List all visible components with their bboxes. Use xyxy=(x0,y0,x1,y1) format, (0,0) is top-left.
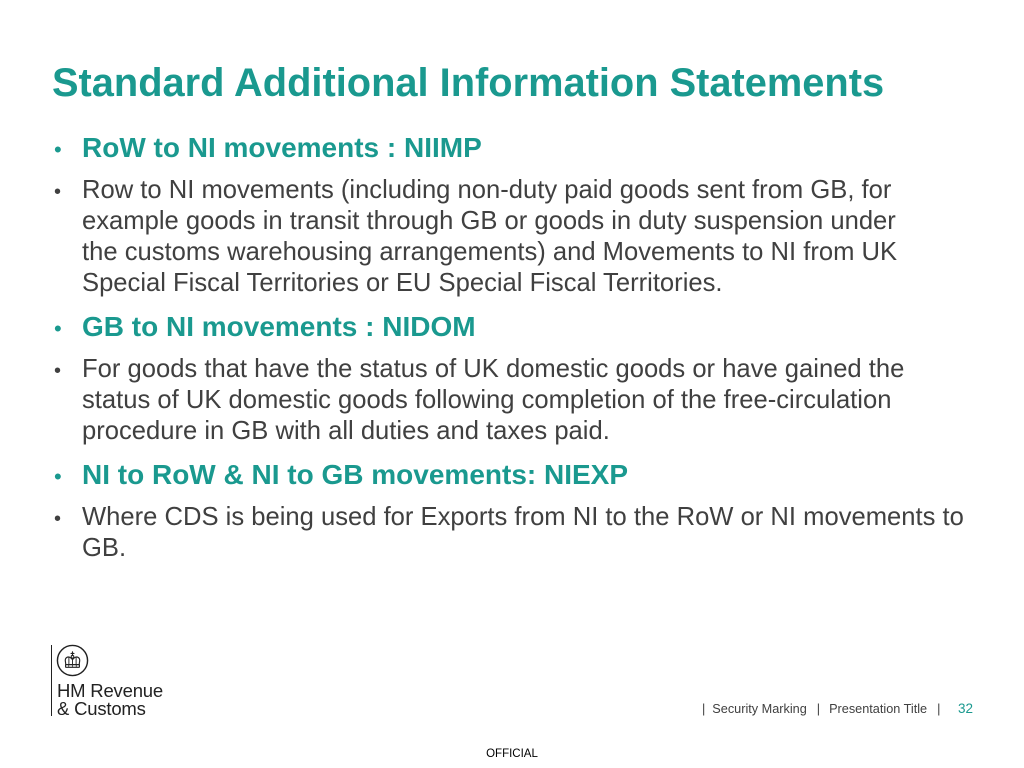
bullet-marker: • xyxy=(54,137,62,162)
bullet-marker: • xyxy=(54,508,62,530)
section-heading-text: RoW to NI movements : NIIMP xyxy=(82,132,482,163)
bullet-marker: • xyxy=(54,181,62,203)
presentation-title: Presentation Title xyxy=(829,702,928,716)
classification-label: OFFICIAL xyxy=(486,748,538,760)
description-line: For goods that have the status of UK domestic goods or have gained the xyxy=(82,355,905,383)
footer-separator: | xyxy=(816,702,821,716)
section-description-niexp xyxy=(0,502,1024,564)
section-heading-niimp xyxy=(0,132,1024,163)
bullet-marker: • xyxy=(54,316,62,341)
page-number: 32 xyxy=(958,701,974,716)
section-heading-text: NI to RoW & NI to GB movements: NIEXP xyxy=(82,459,629,490)
description-line: the customs warehousing arrangements) and Movements to NI from UK xyxy=(82,238,898,266)
description-line: procedure in GB with all duties and taxes paid. xyxy=(82,417,610,445)
logo-line-1: HM Revenue xyxy=(57,679,163,701)
bullet-list xyxy=(0,132,1024,576)
description-line: Where CDS is being used for Exports from NI to the RoW or NI movements to xyxy=(82,503,964,531)
logo-divider xyxy=(51,645,53,716)
royal-crest-icon xyxy=(56,644,89,677)
section-description-niimp xyxy=(0,175,1024,299)
section-heading-nidom xyxy=(0,311,1024,342)
section-heading-text: GB to NI movements : NIDOM xyxy=(82,311,476,342)
section-heading-niexp xyxy=(0,459,1024,490)
security-marking: Security Marking xyxy=(712,702,807,716)
bullet-marker: • xyxy=(54,360,62,382)
description-line: GB. xyxy=(82,534,127,562)
bullet-marker: • xyxy=(54,464,62,489)
footer-meta xyxy=(702,701,940,717)
logo-line-2: & Customs xyxy=(57,697,146,719)
footer-separator: | xyxy=(702,702,706,716)
footer-separator: | xyxy=(937,702,941,716)
description-line: Row to NI movements (including non-duty paid goods sent from GB, for xyxy=(82,176,892,204)
description-line: status of UK domestic goods following completion of the free-circulation xyxy=(82,386,892,414)
description-line: example goods in transit through GB or goods in duty suspension under xyxy=(82,207,896,235)
description-line: Special Fiscal Territories or EU Special Fiscal Territories. xyxy=(82,269,723,297)
slide-title: Standard Additional Information Statements xyxy=(52,61,885,105)
logo-wordmark xyxy=(57,679,163,719)
section-description-nidom xyxy=(0,354,1024,447)
